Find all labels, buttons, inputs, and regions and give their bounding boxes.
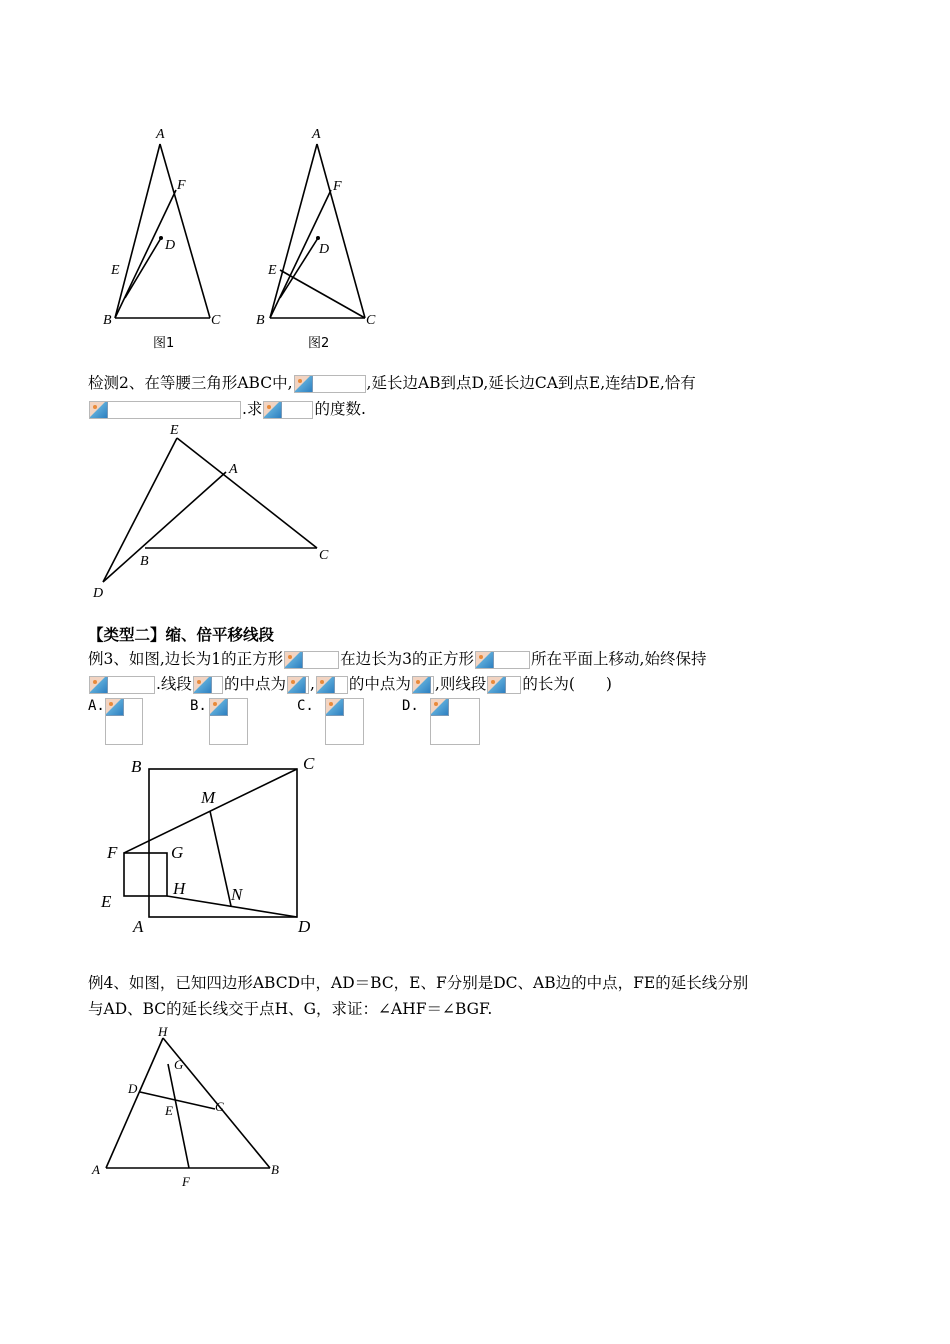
label-C: C	[319, 548, 329, 563]
label-G: G	[171, 843, 184, 862]
figure-1	[95, 120, 235, 355]
option-a-label: A.	[88, 698, 105, 714]
check2-text-1a: 检测2、在等腰三角形ABC中,	[88, 374, 293, 392]
example3-text-2f: 的长为( )	[522, 675, 612, 693]
example3-text-2b: 的中点为	[223, 675, 286, 693]
formula-image-icon	[431, 699, 449, 716]
formula-image-icon	[412, 676, 434, 694]
section-title-type-2: 【类型二】缩、倍平移线段	[88, 625, 275, 644]
label-D: D	[319, 242, 330, 257]
label-B: B	[140, 554, 149, 569]
check2-line-1	[88, 372, 696, 394]
label-G: G	[174, 1057, 184, 1072]
option-b-label: B.	[190, 698, 207, 714]
label-B: B	[256, 313, 265, 328]
label-C: C	[211, 313, 221, 328]
check2-text-1b: ,延长边AB到点D,延长边CA到点E,连结DE,恰有	[366, 374, 696, 392]
example3-line-1	[88, 648, 706, 670]
label-D: D	[93, 586, 104, 601]
option-d-label: D.	[402, 698, 419, 714]
formula-image-icon	[210, 699, 228, 716]
example3-text-2d: 的中点为	[348, 675, 411, 693]
formula-image-icon	[284, 651, 339, 669]
figure-2	[250, 120, 390, 355]
label-M: M	[201, 788, 216, 807]
check2-line-2	[88, 398, 366, 420]
label-E: E	[165, 1103, 173, 1118]
label-A: A	[92, 1162, 100, 1177]
check2-text-2b: 的度数.	[314, 400, 366, 418]
figure-2-caption: 图2	[308, 336, 330, 351]
example3-line-2	[88, 673, 612, 695]
formula-image-icon	[294, 375, 366, 393]
option-b-formula[interactable]	[209, 698, 248, 745]
figure-1-caption: 图1	[153, 336, 175, 351]
option-d-formula[interactable]	[430, 698, 480, 745]
formula-image-icon	[487, 676, 521, 694]
formula-image-icon	[89, 401, 241, 419]
example4-line-1: 例4、如图，已知四边形ABCD中，AD＝BC，E、F分别是DC、AB边的中点，FE的延长线分别	[88, 974, 749, 992]
formula-image-icon	[287, 676, 309, 694]
label-A: A	[133, 917, 144, 936]
formula-image-icon	[316, 676, 348, 694]
formula-image-icon	[106, 699, 124, 716]
example3-text-2e: ,则线段	[434, 675, 487, 693]
label-A: A	[312, 127, 321, 142]
formula-image-icon	[263, 401, 313, 419]
label-F: F	[177, 178, 186, 193]
label-F: F	[333, 179, 342, 194]
label-H: H	[158, 1024, 168, 1039]
label-B: B	[103, 313, 112, 328]
figure-4	[95, 752, 325, 942]
label-A: A	[229, 462, 238, 477]
label-C: C	[303, 754, 315, 773]
formula-image-icon	[326, 699, 344, 716]
example3-text-2a: .线段	[156, 675, 192, 693]
label-C: C	[215, 1099, 224, 1114]
label-E: E	[170, 423, 179, 438]
label-B: B	[131, 757, 142, 776]
example3-text-1a: 例3、如图,边长为1的正方形	[88, 650, 284, 668]
label-E: E	[268, 263, 277, 278]
formula-image-icon	[475, 651, 530, 669]
check2-text-2a: .求	[242, 400, 263, 418]
label-D: D	[128, 1081, 138, 1096]
example3-text-1c: 所在平面上移动,始终保持	[531, 650, 707, 668]
label-F: F	[182, 1174, 190, 1189]
figure-3	[85, 420, 345, 605]
label-B: B	[271, 1162, 279, 1177]
label-H: H	[173, 879, 186, 898]
example4-line-2: 与AD、BC的延长线交于点H、G，求证：∠AHF＝∠BGF.	[88, 1000, 493, 1018]
option-a-formula[interactable]	[105, 698, 143, 745]
label-D: D	[298, 917, 311, 936]
example3-text-2c: ,	[309, 675, 315, 693]
option-c-label: C.	[297, 698, 314, 714]
formula-image-icon	[193, 676, 223, 694]
formula-image-icon	[89, 676, 155, 694]
label-F: F	[107, 843, 118, 862]
example3-text-1b: 在边长为3的正方形	[340, 650, 475, 668]
label-E: E	[111, 263, 120, 278]
label-E: E	[101, 892, 112, 911]
figure-5	[88, 1022, 298, 1192]
option-c-formula[interactable]	[325, 698, 364, 745]
label-N: N	[231, 885, 243, 904]
label-A: A	[156, 127, 165, 142]
label-D: D	[165, 238, 176, 253]
label-C: C	[366, 313, 376, 328]
